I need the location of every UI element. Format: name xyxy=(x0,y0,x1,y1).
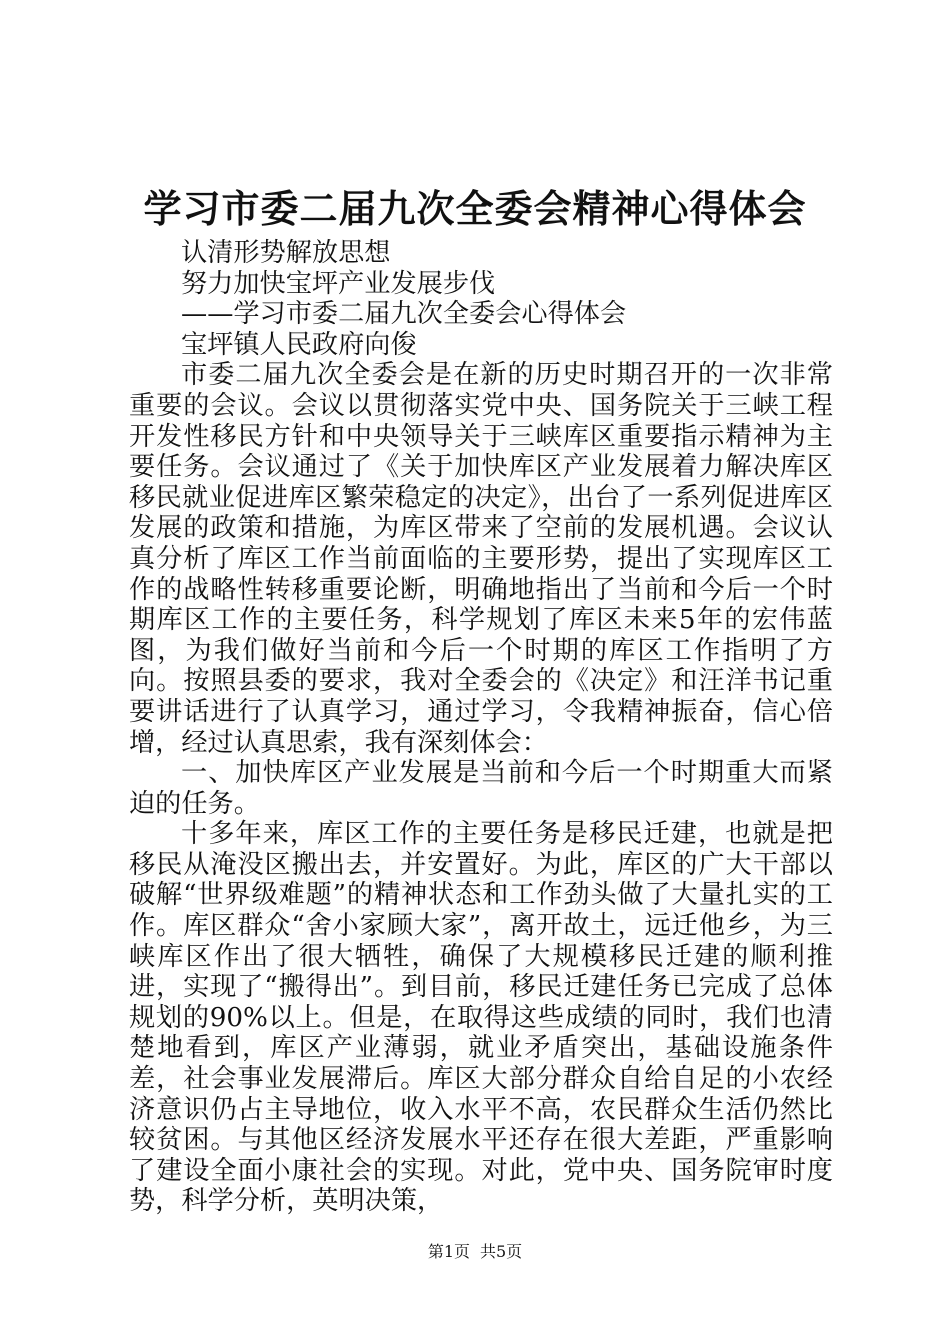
author-line: 宝坪镇人民政府向俊 xyxy=(181,329,417,360)
subtitle-line-1: 认清形势解放思想 xyxy=(181,238,391,268)
page-footer xyxy=(0,1242,950,1262)
subtitle-line-3: ——学习市委二届九次全委会心得体会 xyxy=(181,299,627,330)
page-number: 第1页 xyxy=(427,1242,470,1261)
subtitle-line-2: 努力加快宝坪产业发展步伐 xyxy=(181,268,496,299)
body-paragraph: 市委二届九次全委会是在新的历史时期召开的一次非常重要的会议。会议以贯彻落实党中央、国务院关于三峡工程开发性移民方针和中央领导关于三峡库区重要指示精神为主要任务。会议通过了《关于加快库区产业发展着力解决库区移民就业促进库区繁荣稳定的决定》，出台了一系列促进库区发展的政策和措施，为库区带来了空前的发展机遇。会议认真分析了库区工作当前面临的主要形势，提出了实现库区工作的战略性转移重要论断，明确地指出了当前和今后一个时期库区工作的主要任务，科学规划了库区未来5年的宏伟蓝图，为我们做好当前和今后一个时期的库区工作指明了方向。按照县委的要求，我对全委会的《决定》和汪洋书记重要讲话进行了认真学习，通过学习，令我精神振奋，信心倍增，经过认真思索，我有深刻体会： xyxy=(129,360,833,758)
document-title: 学习市委二届九次全委会精神心得体会 xyxy=(143,186,807,231)
page-count: 共5页 xyxy=(480,1242,523,1261)
body-paragraph: 十多年来，库区工作的主要任务是移民迁建，也就是把移民从淹没区搬出去，并安置好。为此，库区的广大干部以破解“世界级难题”的精神状态和工作劲头做了大量扎实的工作。库区群众“舍小家顾大家”，离开故土，远迁他乡，为三峡库区作出了很大牺牲，确保了大规模移民迁建的顺利推进，实现了“搬得出”。到目前，移民迁建任务已完成了总体规划的90%以上。但是，在取得这些成绩的同时，我们也清楚地看到，库区产业薄弱，就业矛盾突出，基础设施条件差，社会事业发展滞后。库区大部分群众自给自足的小农经济意识仍占主导地位，收入水平不高，农民群众生活仍然比较贫困。与其他区经济发展水平还存在很大差距，严重影响了建设全面小康社会的实现。对此，党中央、国务院审时度势，科学分析，英明决策， xyxy=(129,819,833,1217)
document-body xyxy=(129,238,833,1217)
section-heading: 一、加快库区产业发展是当前和今后一个时期重大而紧迫的任务。 xyxy=(129,758,833,819)
